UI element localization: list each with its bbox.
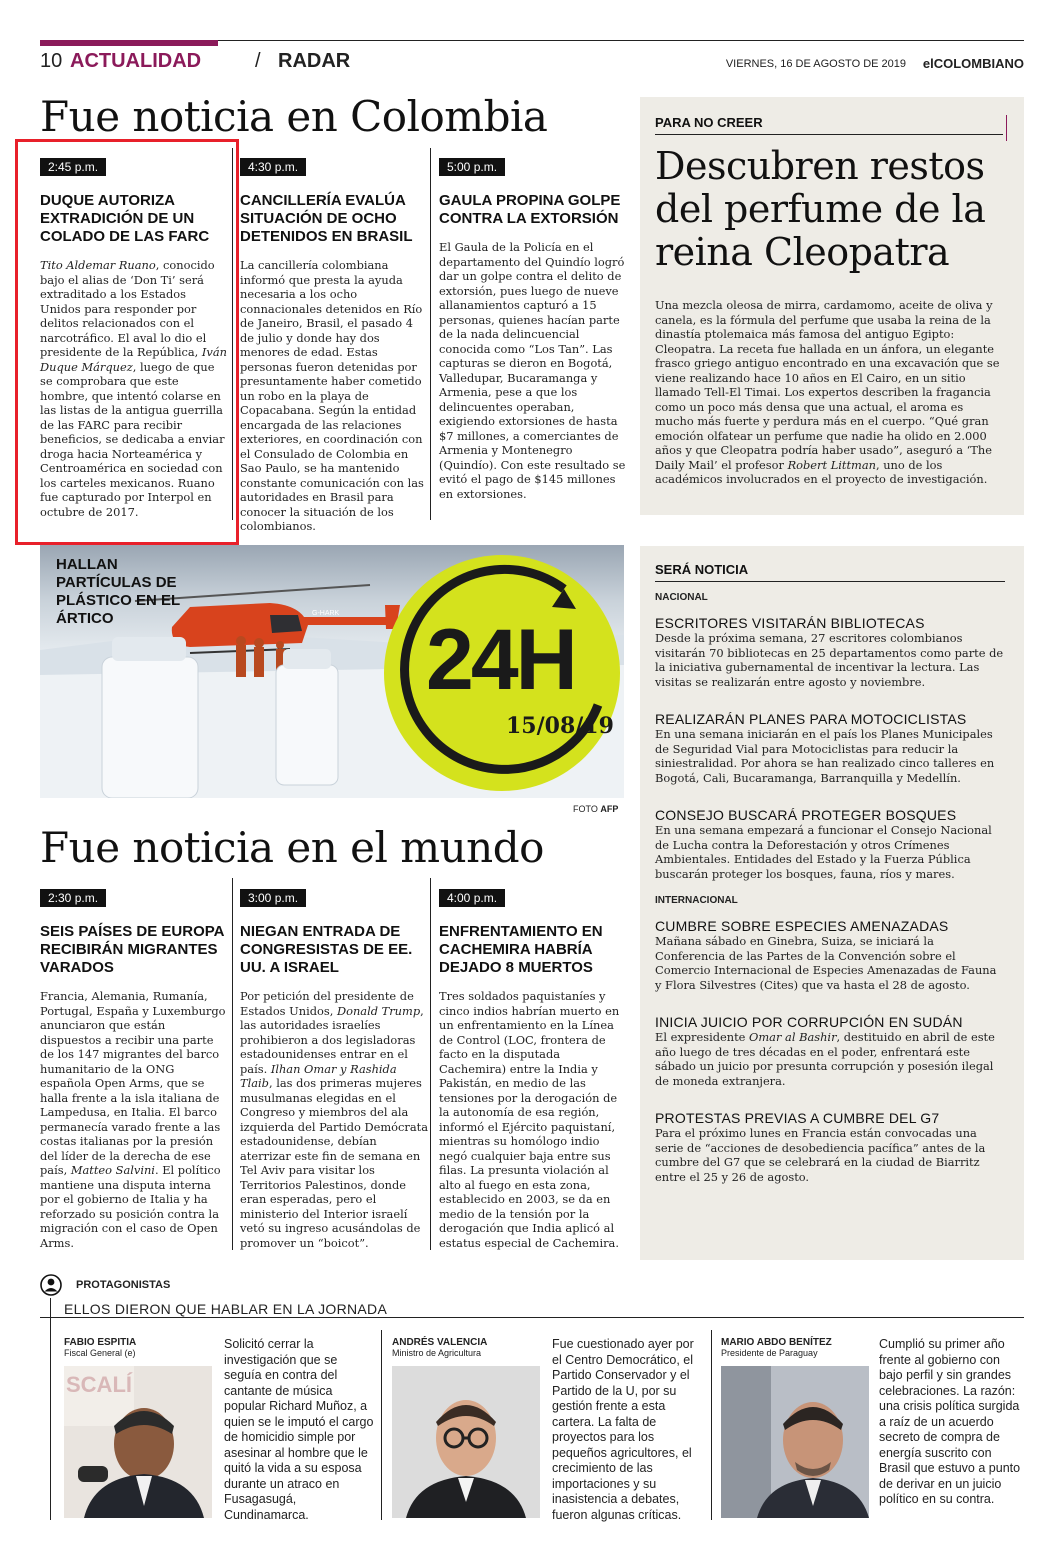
- story-body-name: Tito Aldemar Ruano: [40, 258, 156, 272]
- story-body: El Gaula de la Policía en el departamento del Quindío logró dar un golpe contra el delito de extorsión, pues luego de nueve allanamientos capturó a 15 personas, quienes hacían parte de la nada delincuencial conocida como “Los Tan”. Las capturas se dieron en Bogotá, Valledupar, Bucaramanga y Armenia, pese a que los delincuentes operaban, exigiendo extorsiones de hasta $7 millones, a comerciantes de Armenia y Montenegro (Quindío). Con este resultado se evitó el pago de $145 millones en extorsiones.: [439, 240, 626, 501]
- protagonist-photo: [392, 1366, 540, 1518]
- protagonist-name: MARIO ABDO BENÍTEZ: [721, 1337, 832, 1348]
- story-body: Tito Aldemar Ruano, conocido bajo el alias de ‘Don Ti’ será extraditado a los Estados Unidos para responder por delitos relacionados con el narcotráfico. El aval lo dio el presidente de la República, Iván Duque Márquez, luego de que se comprobara que este hombre, que intentó colarse en las listas de la antigua guerrilla de las FARC para recibir beneficios, se dedicaba a enviar droga hacia Norteamérica y Centroamérica en sociedad con los carteles mexicanos. Ruano fue capturado por Interpol en octubre de 2017.: [40, 258, 227, 519]
- time-badge: 5:00 p.m.: [439, 158, 505, 176]
- sera-noticia-body: El expresidente Omar al Bashir, destituido en abril de este año luego de tres décadas en el poder, enfrentará este sábado un juicio por presunta corrupción y posesión ilegal de moneda extranjera.: [655, 1030, 995, 1088]
- story-body: Francia, Alemania, Rumanía, Portugal, España y Luxemburgo anunciaron que están dispuestos a recibir una parte de los 147 migrantes del barco humanitario de la ONG española Open Arms, que se halla frente a la isla italiana de Lampedusa, en Italia. El barco permanecía varado frente a las costas italianas por la presión del líder de la derecha de ese país, Matteo Salvini. El político mantiene una disputa interna por el gobierno de Italia y ha reforzado su posición contra la migración con el caso de Open Arms.: [40, 989, 226, 1250]
- sera-noticia-headline: INICIA JUICIO POR CORRUPCIÓN EN SUDÁN: [655, 1014, 963, 1030]
- story-headline: GAULA PROPINA GOLPE CONTRA LA EXTORSIÓN: [439, 192, 621, 227]
- colombia-story-3: [439, 156, 627, 501]
- protagonistas-subtitle: ELLOS DIERON QUE HABLAR EN LA JORNADA: [64, 1301, 388, 1317]
- protagonist-quote: Solicitó cerrar la investigación que se seguía en contra del cantante de música popular Richard Muñoz, a quien se le imputó el cargo de homicidio simple por asesinar al hombre que le quitó la vida a su esposa durante un atraco en Fusagasugá, Cundinamarca.: [224, 1337, 374, 1522]
- protagonist-2: [392, 1337, 542, 1358]
- cleopatra-body: Una mezcla oleosa de mirra, cardamomo, aceite de oliva y canela, es la fórmula del perfume que usaba la reina de la dinastía ptolemaica más famosa del antiguo Egipto: Cleopatra. La receta fue hallada en un ánfora, un elegante frasco griego antiguo encontrado en una excavación que se viene realizando hace 10 años en El Cairo, en un sitio llamado Tell-El Timai. Los expertos describen la fragancia como un poco más densa que una actual, el aroma es mucho más fuerte y perdura más en el cuerpo. “Qué gran emoción olfatear un perfume que nadie ha olido en 2.000 años y que Cleopatra podría haber usado”, aseguró a ‘The Daily Mail’ el profesor Robert Littman, uno de los académicos involucrados en el proyecto de investigación.: [655, 298, 1000, 486]
- protagonist-quote: Fue cuestionado ayer por el Centro Democrático, el Partido Conservador y el Partido de la U, por su gestión frente a esta cartera. La falta de proyectos para los pequeños agricultores, el crecimiento de las importaciones y su inasistencia a debates, fueron algunas críticas.: [552, 1337, 694, 1522]
- time-badge: 2:45 p.m.: [40, 158, 106, 176]
- portrait-graphic: [721, 1366, 869, 1518]
- story-headline: DUQUE AUTORIZA EXTRADICIÓN DE UN COLADO DE LAS FARC: [40, 192, 210, 245]
- 24h-date: 15/08/19: [506, 713, 614, 739]
- colombia-story-2: [240, 156, 428, 534]
- protagonist-divider: [381, 1330, 382, 1520]
- portrait-graphic: [64, 1366, 212, 1518]
- time-badge: 4:30 p.m.: [240, 158, 306, 176]
- story-headline: CANCILLERÍA EVALÚA SITUACIÓN DE OCHO DETENIDOS EN BRASIL: [240, 192, 413, 245]
- protagonist-photo: [721, 1366, 869, 1518]
- section-separator: /: [255, 50, 261, 72]
- body-name: Robert Littman: [787, 457, 876, 472]
- protagonistas-left-rule: [50, 1298, 51, 1520]
- person-icon: [40, 1274, 62, 1296]
- highlight-box: [15, 139, 239, 545]
- protagonist-1: [64, 1337, 214, 1358]
- mundo-story-2: [240, 887, 428, 1250]
- protagonist-name: FABIO ESPITIA: [64, 1337, 137, 1348]
- story-body-name: Donald Trump: [336, 1003, 421, 1018]
- portrait-graphic: [392, 1366, 540, 1518]
- sera-noticia-headline: REALIZARÁN PLANES PARA MOTOCICLISTAS: [655, 711, 967, 727]
- internacional-label: INTERNACIONAL: [655, 895, 738, 906]
- mundo-story-1: [40, 887, 228, 1250]
- protagonist-role: Fiscal General (e): [64, 1348, 136, 1358]
- protagonist-divider: [711, 1330, 712, 1520]
- para-no-creer-label: PARA NO CREER: [655, 115, 763, 130]
- photo-credit: FOTO AFP: [573, 804, 619, 814]
- photo-headline: HALLAN PARTÍCULAS DE PLÁSTICO EN EL ÁRTICO: [56, 556, 180, 627]
- sera-noticia-body: En una semana iniciarán en el país los Planes Municipales de Seguridad Vial para Motociclistas para reducir la siniestralidad. Por ahora se han realizado cinco talleres en Bogotá, Cali, Bucaramanga, Barranquilla y Medellín.: [655, 727, 995, 785]
- sera-noticia-body: En una semana empezará a funcionar el Consejo Nacional de Lucha contra la Deforestación y otros Crímenes Ambientales. Entidades del Estado y la Fuerza Pública buscarán proteger los bosques, fauna, ríos y mares.: [655, 823, 992, 881]
- protagonist-name: ANDRÉS VALENCIA: [392, 1337, 488, 1348]
- section-accent-bar: [40, 40, 218, 46]
- time-badge: 2:30 p.m.: [40, 889, 106, 907]
- story-body-name: Matteo Salvini: [70, 1163, 155, 1177]
- para-no-creer-content: [655, 115, 1003, 487]
- nacional-label: NACIONAL: [655, 592, 708, 603]
- cleopatra-headline: Descubren restos del perfume de la reina Cleopatra: [655, 144, 986, 274]
- sera-noticia-headline: ESCRITORES VISITARÁN BIBLIOTECAS: [655, 615, 925, 631]
- protagonist-role: Presidente de Paraguay: [721, 1348, 818, 1358]
- arctic-photo: [40, 545, 624, 798]
- body-name: Omar al Bashir: [749, 1030, 837, 1044]
- protagonist-3: [721, 1337, 871, 1358]
- time-badge: 4:00 p.m.: [439, 889, 505, 907]
- story-headline: ENFRENTAMIENTO EN CACHEMIRA HABRÍA DEJADO 8 MUERTOS: [439, 923, 603, 976]
- protagonistas-rule: [40, 1317, 1024, 1318]
- newspaper-brand: elCOLOMBIANO: [922, 56, 1024, 71]
- story-body: La cancillería colombiana informó que presta la ayuda necesaria a los ocho connacionales detenidos en Río de Janeiro, Brasil, el pasado 4 de julio y donde hay dos menores de edad. Estas personas fueron detenidas por presuntamente haber cometido un robo en la playa de Copacabana. Según la entidad encargada de las relaciones exteriores, en coordinación con el Consulado de Colombia en Sao Paulo, se ha mantenido constante comunicación con las autoridades en Brasil para conocer la situación de los colombianos.: [240, 258, 424, 533]
- label-rule: [655, 581, 1005, 582]
- column-divider: [430, 878, 431, 1250]
- story-body-name: Iván Duque Márquez: [40, 345, 227, 374]
- accent-mark: [1006, 115, 1007, 141]
- story-body-name: Ilhan Omar y Rashida Tlaib: [240, 1061, 397, 1090]
- label-rule: [655, 134, 1003, 135]
- sera-noticia-label: SERÁ NOTICIA: [655, 562, 749, 577]
- sera-noticia-content: [655, 562, 1005, 1184]
- colombia-section-title: Fue noticia en Colombia: [40, 92, 548, 141]
- sera-noticia-body: Mañana sábado en Ginebra, Suiza, se iniciará la Conferencia de las Partes de la Convención sobre el Comercio Internacional de Especies Amenazadas de Fauna y Flora Silvestres (Cites) que va hasta el 28 de agosto.: [655, 934, 997, 992]
- protagonist-role: Ministro de Agricultura: [392, 1348, 482, 1358]
- page-header: [40, 50, 1024, 74]
- protagonist-quote: Cumplió su primer año frente al gobierno con bajo perfil y sin grandes celebraciones. La razón: una crisis política surgida a raíz de un acuerdo secreto de compra de energía suscrito con Brasil que estuvo a punto de derivar en un juicio político en su contra.: [879, 1337, 1021, 1506]
- subsection-name: RADAR: [278, 50, 351, 72]
- page-number: 10: [40, 50, 63, 72]
- story-body: Por petición del presidente de Estados Unidos, Donald Trump, las autoridades israelíes prohibieron a dos legisladoras estadounidenses entrar en el país. Ilhan Omar y Rashida Tlaib, las dos primeras mujeres musulmanas elegidas en el Congreso y miembros del ala izquierda del Partido Demócrata estadounidense, debían aterrizar este fin de semana en Tel Aviv para visitar los Territorios Palestinos, donde eran esperadas, pero el ministerio del Interior israelí vetó su ingreso acusándolas de promover un “boicot”.: [240, 989, 428, 1250]
- column-divider: [232, 878, 233, 1250]
- sera-noticia-headline: CONSEJO BUSCARÁ PROTEGER BOSQUES: [655, 807, 957, 823]
- mundo-section-title: Fue noticia en el mundo: [40, 823, 544, 872]
- protagonistas-label: PROTAGONISTAS: [76, 1279, 171, 1291]
- sera-noticia-headline: PROTESTAS PREVIAS A CUMBRE DEL G7: [655, 1110, 940, 1126]
- mundo-story-3: [439, 887, 627, 1250]
- protagonist-photo: [64, 1366, 212, 1518]
- sera-noticia-headline: CUMBRE SOBRE ESPECIES AMENAZADAS: [655, 918, 949, 934]
- sera-noticia-body: Para el próximo lunes en Francia están convocadas una serie de “acciones de desobediencia pacífica” antes de la cumbre del G7 que se celebrará en la ciudad de Biarritz entre el 25 y 26 de agosto.: [655, 1126, 986, 1184]
- para-no-creer-box: [640, 97, 1024, 515]
- story-body: Tres soldados paquistaníes y cinco indios habrían muerto en un enfrentamiento en la Línea de Control (LOC, frontera de facto en la disputada Cachemira) entre la India y Pakistán, en medio de las tensiones por la derogación de la autonomía de esa región, informó el Ejército paquistaní, mientras su homólogo indio negó cualquier baja entre sus filas. La presunta violación al alto al fuego en esta zona, establecido en 2003, se da en medio de la tensión por la derogación que India aplicó al estatus especial de Cachemira.: [439, 989, 620, 1250]
- story-headline: NIEGAN ENTRADA DE CONGRESISTAS DE EE. UU. A ISRAEL: [240, 923, 413, 976]
- issue-date: VIERNES, 16 DE AGOSTO DE 2019: [725, 58, 906, 70]
- column-divider: [430, 148, 431, 520]
- time-badge: 3:00 p.m.: [240, 889, 306, 907]
- 24h-text: 24H: [426, 612, 575, 708]
- 24h-logo: [376, 545, 624, 798]
- story-headline: SEIS PAÍSES DE EUROPA RECIBIRÁN MIGRANTES VARADOS: [40, 923, 224, 976]
- sera-noticia-box: [640, 546, 1024, 1260]
- sera-noticia-body: Desde la próxima semana, 27 escritores colombianos visitarán 70 bibliotecas en 25 departamentos como parte de la iniciativa gubernamental de incentivar la lectura. Las visitas se realizarán entre agosto y noviembre.: [655, 631, 1004, 689]
- section-name: ACTUALIDAD: [70, 50, 202, 72]
- backdrop-text: SCALÍ: [66, 1372, 132, 1397]
- heli-registration: G-HARK: [312, 610, 340, 617]
